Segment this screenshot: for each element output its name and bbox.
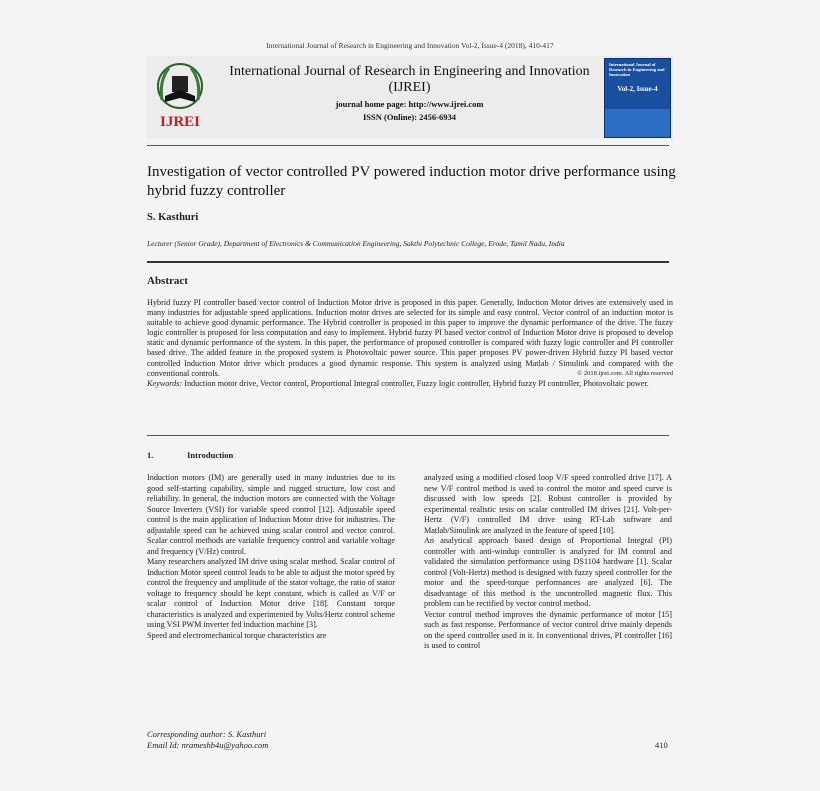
logo-text: IJREI <box>159 114 201 130</box>
abstract-body <box>147 298 673 389</box>
journal-home-page: journal home page: http://www.ijrei.com <box>335 99 484 109</box>
copyright-notice: © 2018 ijrei.com. All rights reserved <box>577 369 673 377</box>
masthead-text <box>217 64 602 122</box>
abstract-bottom-divider <box>147 435 669 436</box>
page-number: 410 <box>655 740 668 750</box>
abstract-text: Hybrid fuzzy PI controller based vector control of Induction Motor drive is proposed in this paper. Generally, Induction Motor drives are extensively used in many industries for adjustable speed applications. Induction motor drives are selected for its simple and easy control. Vector control of an induction motor is suitable to achieve good dynamic performance. The Hybrid controller is proposed in this paper to improve the dynamic performance of the drive. The fuzzy logic controller is proposed for less computation and easy to implement. Hybrid fuzzy PI based vector control of Induction Motor drive is proposed to develop static and dynamic performance of the system. In this paper, the performance of proposed controller is compared with fuzzy logic controller and PI controller based drive. The added feature in the proposed system is Photovoltaic power source. This paper proposes PV power-driven Hybrid fuzzy PI based vector controlled Induction Motor drive which produces a good dynamic response. This system is analyzed using Matlab / Simulink and compared with the conventional controls. <box>147 298 673 378</box>
section-number: 1. <box>147 450 154 460</box>
ijrei-logo <box>147 60 213 132</box>
cover-band <box>605 109 670 137</box>
section-title: Introduction <box>187 450 234 460</box>
corresponding-author: Corresponding author: S. Kasthuri <box>147 729 267 739</box>
author-affiliation: Lecturer (Senior Grade), Department of Electronics & Communication Engineering, Sakthi Polytechnic College, Erode, Tamil Nadu, India <box>147 239 565 248</box>
paper-title: Investigation of vector controlled PV powered induction motor drive performance using hybrid fuzzy controller <box>147 164 676 199</box>
paragraph: Vector control method improves the dynamic performance of motor [15] such as fast response. Performance of vector control drive mainly depends on the speed controller used in it. In conventional drives, PI controller [16] is used to control <box>424 609 672 650</box>
masthead-divider <box>147 145 669 146</box>
paragraph: Many researchers analyzed IM drive using scalar method. Scalar control of Induction Motor speed control leads to be able to adjust the motor speed by control the frequency and amplitude of the stator voltage, the ratio of stator voltage to frequency should be kept constant, which is called as V/F or scalar control of Induction Motor drive [18]. Constant torque characteristics is analyzed and experimented by Volts/Hertz control scheme using VSI PWM inverter fed induction machine [3]. <box>147 557 395 629</box>
journal-issn: ISSN (Online): 2456-6934 <box>362 112 457 122</box>
journal-cover-image <box>604 58 671 138</box>
paragraph: An analytical approach based design of Proportional Integral (PI) controller with anti-windup controller is analyzed for IM control and validated the simulation performance using DS1104 hardware [1]. Scalar control (Volt-Hertz) method is designed with fuzzy speed controller for the motor and the speed-torque performances are analyzed [6]. The disadvantage of this method is the uncontrolled magnetic flux. This problem can be rectified by vector control method. <box>424 536 672 608</box>
author-name: S. Kasthuri <box>147 212 199 223</box>
keywords-label: Keywords: <box>147 378 183 388</box>
abstract-top-divider <box>147 261 669 263</box>
abstract-heading: Abstract <box>147 275 188 287</box>
journal-title: International Journal of Research in Engineering and Innovation <box>229 64 590 79</box>
paragraph: analyzed using a modified closed loop V/F speed controlled drive [17]. A new V/F control method is used to control the motor and speed curve is discussed with low speeds [2]. Robust controller is provided by experimental realistic tests on scalar controlled IM drives [21]. Volt-per-Hertz (V/F) controlled IM drive using RT-Lab software and Matlab/Simulink are analyzed in the feature of speed [10]. <box>424 473 672 535</box>
author-email: Email Id: nrameshb4u@yahoo.com <box>147 740 269 750</box>
journal-masthead <box>147 56 673 138</box>
paragraph: Speed and electromechanical torque characteristics are <box>147 630 327 640</box>
cover-volume: Vol-2, Issue-4 <box>617 85 658 93</box>
journal-abbreviation: (IJREI) <box>388 80 431 95</box>
keywords-text: Induction motor drive, Vector control, Proportional Integral controller, Fuzzy logic controller, Hybrid fuzzy PI controller, Photovoltaic power. <box>184 378 649 388</box>
right-column <box>424 473 672 652</box>
section-heading <box>147 450 233 460</box>
left-column <box>147 473 395 641</box>
corresponding-author-footer <box>147 729 268 751</box>
running-head: International Journal of Research in Engineering and Innovation Vol-2, Issue-4 (2018), 410-417 <box>266 41 554 50</box>
paragraph: Induction motors (IM) are generally used in many industries due to its good self-starting capability, simple and rugged structure, low cost and reliability. In general, the induction motors are connected with the Voltage Source Inverters (VSI) for variable speed control [12]. Adjustable speed control is the main application of Induction Motor drive for industries. The adjustable speed can be achieved using scalar control and vector control. Scalar control methods are variable frequency control and variable voltage and frequency (V/Hz) control. <box>147 473 395 556</box>
cover-title: International Journal of Research in Engineering and Innovation <box>609 62 665 77</box>
